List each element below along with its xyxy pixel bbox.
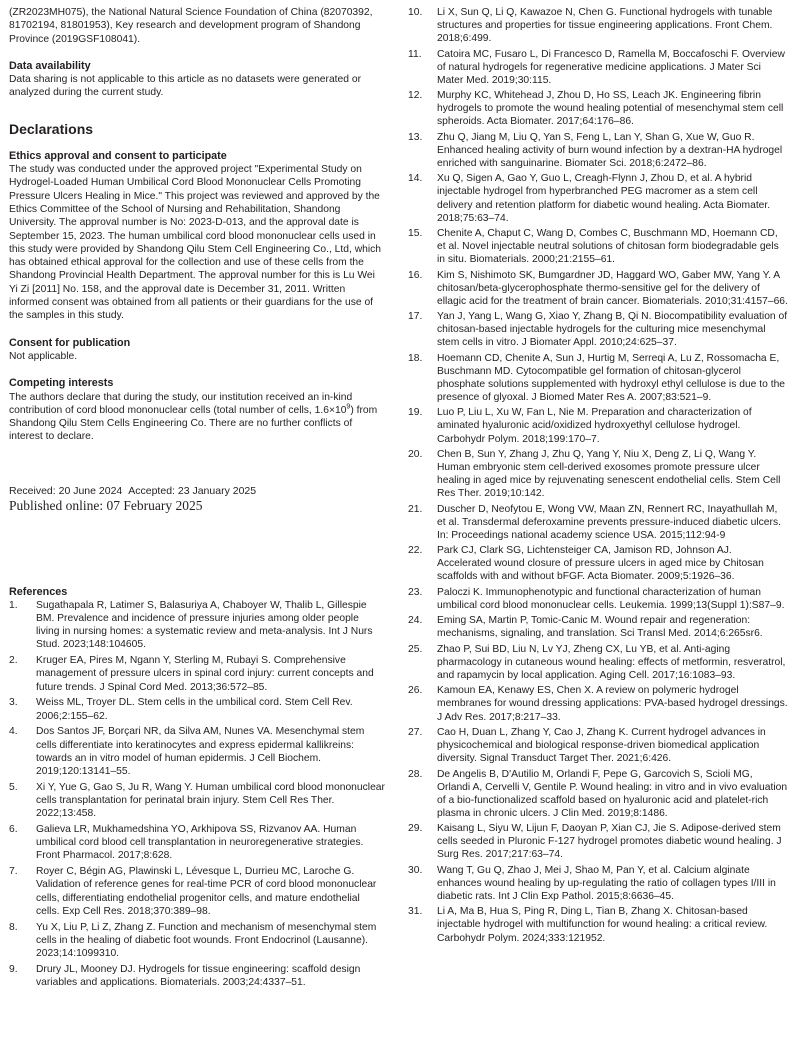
reference-item <box>408 864 788 903</box>
reference-number: 15. <box>408 227 423 239</box>
reference-item <box>408 131 788 170</box>
reference-item <box>408 6 788 45</box>
reference-text: Yan J, Yang L, Wang G, Xiao Y, Zhang B, Qi N. Biocompatibility evaluation of chitosan-based injectable hydrogels for the culturing mice mesenchymal stem cells in vitro. J Biomater Appl. 2010;24:625–37. <box>437 311 788 349</box>
reference-item <box>408 227 788 266</box>
data-availability-text: Data sharing is not applicable to this article as no datasets were generated or analyzed during the current study. <box>9 74 362 99</box>
ethics-text: The study was conducted under the approved project "Experimental Study on Hydrogel-Loaded Human Umbilical Cord Blood Mononuclear Cells Promoting Pressure Ulcers Healing in Mice." This project was reviewed and approved by the Ethics Committee of the School of Nursing and Rehabilitation, Shandong University. The approval number is No: 2023-D-013, and the approval date is September 15, 2023. The human umbilical cord blood mononuclear cells used in this study were provided by Shandong Qilu Stem Cell Engineering Co., Ltd, which has obtained ethical approval for the collection and use of these cells from the Shandong Provincial Health Department. The approval number for this is Lu Wei Yi Zi [2011] No. 158, and the approval date is December 31, 2011. Written informed consent was obtained from all patients or their guardians for the use of the samples in this study. <box>9 164 382 322</box>
reference-item <box>408 768 788 820</box>
reference-text: Chenite A, Chaput C, Wang D, Combes C, Buschmann MD, Hoemann CD, et al. Novel injectable neutral solutions of chitosan form biodegradable gels in situ. Biomaterials. 2000;21:2155–61. <box>437 227 779 266</box>
reference-text: Murphy KC, Whitehead J, Zhou D, Ho SS, Leach JK. Engineering fibrin hydrogels to promote the wound healing potential of mesenchymal stem cell spheroids. Acta Biomater. 2017;64:176–86. <box>437 90 784 128</box>
reference-item <box>9 781 385 821</box>
reference-item <box>9 921 385 961</box>
reference-item <box>408 586 788 612</box>
reference-item <box>408 448 788 500</box>
reference-number: 14. <box>408 173 423 185</box>
reference-text: De Angelis B, D'Autilio M, Orlandi F, Pepe G, Garcovich S, Scioli MG, Orlandi A, Cervelli V, Gentile P. Wound healing: in vitro and in vivo evaluation of a bio-functionalized scaffold based on hyaluronic acid and platelet-rich plasma in chronic ulcers. J Clin Med. 2019;8:1486. <box>437 768 788 819</box>
reference-text: Royer C, Bégin AG, Plawinski L, Lévesque L, Durrieu MC, Laroche G. Validation of reference genes for real-time PCR of cord blood mononuclear cells, differentiating endothelial progenitor cells, and mature endothelial cells. Exp Cell Res. 2018;370:389–98. <box>36 866 377 917</box>
reference-text: Zhu Q, Jiang M, Liu Q, Yan S, Feng L, Lan Y, Shan G, Xue W, Guo R. Enhanced healing activity of burn wound infection by a dextran-HA hydrogel enriched with sanguinarine. Biomater Sci. 2018;6:2472–86. <box>437 131 783 169</box>
reference-text: Galieva LR, Mukhamedshina YO, Arkhipova SS, Rizvanov AA. Human umbilical cord blood cell transplantation in neuroregenerative strategies. Front Pharmacol. 2017;8:628. <box>36 823 364 862</box>
reference-item <box>408 684 788 723</box>
competing-interests-heading: Competing interests <box>9 377 114 390</box>
reference-number: 31. <box>408 906 423 918</box>
consent-text: Not applicable. <box>9 350 78 362</box>
references-list-right <box>408 6 788 945</box>
accepted-date: Accepted: 23 January 2025 <box>128 484 257 497</box>
reference-number: 29. <box>408 823 423 835</box>
article-dates <box>9 485 385 498</box>
published-date: Published online: 07 February 2025 <box>9 497 203 513</box>
reference-text: Zhao P, Sui BD, Liu N, Lv YJ, Zheng CX, Lu YB, et al. Anti-aging pharmacology in cutaneous wound healing: effects of metformin, resveratrol, and rapamycin by local application. Aging Cell. 2017;16:1083–93. <box>437 643 786 681</box>
reference-number: 22. <box>408 545 423 557</box>
reference-number: 25. <box>408 643 423 655</box>
reference-number: 20. <box>408 448 423 460</box>
reference-item <box>408 310 788 349</box>
consent-heading: Consent for publication <box>9 336 131 349</box>
reference-item <box>408 544 788 583</box>
reference-item <box>408 89 788 128</box>
reference-item <box>9 654 385 694</box>
reference-text: Paloczi K. Immunophenotypic and functional characterization of human umbilical cord blood mononuclear cells. Leukemia. 1999;13(Suppl 1):S87–9. <box>437 586 785 611</box>
reference-number: 23. <box>408 586 423 598</box>
reference-text: Li A, Ma B, Hua S, Ping R, Ding L, Tian B, Zhang X. Chitosan-based injectable hydrogel with multifunction for wound healing: a critical review. Carbohydr Polym. 2024;333:121952. <box>437 906 768 944</box>
competing-text-part2: ) from Shandong Qilu Stem Cells Engineering Co. There are no further conflicts of interest to declare. <box>9 404 378 443</box>
reference-number: 19. <box>408 407 423 419</box>
reference-text: Sugathapala R, Latimer S, Balasuriya A, Chaboyer W, Thalib L, Gillespie BM. Prevalence and incidence of pressure injuries among older people living in nursing homes: a systematic review and meta-analysis. Int J Nurs Stud. 2023;148:104605. <box>36 599 373 651</box>
reference-text: Luo P, Liu L, Xu W, Fan L, Nie M. Preparation and characterization of aminated hyaluronic acid/oxidized hydroxyethyl cellulose hydrogel. Carbohydr Polym. 2018;199:170–7. <box>437 407 752 445</box>
reference-text: Kamoun EA, Kenawy ES, Chen X. A review on polymeric hydrogel membranes for wound dressing applications: PVA-based hydrogel dressings. J Adv Res. 2017;8:217–33. <box>437 685 788 723</box>
reference-number: 5. <box>9 781 18 793</box>
reference-text: Cao H, Duan L, Zhang Y, Cao J, Zhang K. Current hydrogel advances in physicochemical and biological response-driven biomedical application diversity. Signal Transduct Target Ther. 2021;6:426. <box>437 726 766 765</box>
reference-item <box>9 963 385 989</box>
reference-number: 26. <box>408 685 423 697</box>
reference-item <box>408 905 788 944</box>
reference-number: 11. <box>408 48 422 60</box>
reference-number: 10. <box>408 7 423 18</box>
reference-number: 27. <box>408 726 423 738</box>
reference-text: Park CJ, Clark SG, Lichtensteiger CA, Jamison RD, Johnson AJ. Accelerated wound closure of pressure ulcers in aged mice by Chitosan scaffolds with and without bFGF. Acta Biomater. 2009;5:1926–36. <box>437 545 764 583</box>
reference-number: 16. <box>408 269 423 281</box>
reference-item <box>408 503 788 542</box>
reference-item <box>408 614 788 640</box>
reference-number: 4. <box>9 726 18 738</box>
reference-number: 8. <box>9 921 18 933</box>
reference-item <box>408 726 788 765</box>
reference-text: Chen B, Sun Y, Zhang J, Zhu Q, Yang Y, Niu X, Deng Z, Li Q, Wang Y. Human embryonic stem cell-derived exosomes promote pressure ulcer healing in aged mice by rejuvenating senescent endothelial cells. Stem Cell Res Ther. 2019;10:142. <box>437 448 781 500</box>
reference-number: 2. <box>9 655 18 667</box>
reference-number: 13. <box>408 131 423 143</box>
reference-text: Duscher D, Neofytou E, Wong VW, Maan ZN, Rennert RC, Inayathullah M, et al. Transdermal deferoxamine prevents pressure-induced diabetic ulcers. In: Proceedings national academy science USA. 2015;112:94-9 <box>437 503 781 541</box>
reference-number: 6. <box>9 823 18 835</box>
ethics-heading: Ethics approval and consent to participate <box>9 149 227 162</box>
reference-text: Kaisang L, Siyu W, Lijun F, Daoyan P, Xian CJ, Jie S. Adipose-derived stem cells seeded in Pluronic F-127 hydrogel promotes diabetic wound healing. J Surg Res. 2017;217:63–74. <box>437 823 782 861</box>
reference-item <box>408 269 788 308</box>
reference-item <box>408 172 788 224</box>
cell-count-exponent: 9 <box>346 403 351 411</box>
reference-item <box>408 643 788 682</box>
left-column <box>9 6 385 992</box>
reference-text: Xu Q, Sigen A, Gao Y, Guo L, Creagh-Flynn J, Zhou D, et al. A hybrid injectable hydrogel from hyperbranched PEG macromer as a stem cell delivery and retention platform for diabetic wound healing. Acta Biomater. 2018;75:63–74. <box>437 173 771 224</box>
reference-number: 28. <box>408 768 423 780</box>
reference-text: Kruger EA, Pires M, Ngann Y, Sterling M, Rubayi S. Comprehensive management of pressure ulcers in spinal cord injury: current concepts and future trends. J Spinal Cord Med. 2013;36:572–85. <box>36 655 374 693</box>
reference-number: 1. <box>9 599 18 611</box>
reference-text: Drury JL, Mooney DJ. Hydrogels for tissue engineering: scaffold design variables and applications. Biomaterials. 2003;24:4337–51. <box>36 963 361 988</box>
received-date: Received: 20 June 2024 <box>9 484 123 497</box>
reference-text: Xi Y, Yue G, Gao S, Ju R, Wang Y. Human umbilical cord blood mononuclear cells transplantation for perinatal brain injury. Stem Cell Res Ther. 2022;13:458. <box>36 781 385 820</box>
competing-text-part1: The authors declare that during the study, our institution received an in-kind contribution of cord blood mononuclear cells (total number of cells, 1.6×10 <box>9 391 353 416</box>
reference-number: 9. <box>9 963 18 975</box>
reference-number: 21. <box>408 503 423 515</box>
reference-item <box>9 823 385 863</box>
reference-number: 7. <box>9 866 18 878</box>
reference-text: Dos Santos JF, Borçari NR, da Silva AM, Nunes VA. Mesenchymal stem cells differentiate into keratinocytes and express epidermal kallikreins: towards an in vitro model of human epidermis. J Cell Biochem. 2019;120:13141–55. <box>36 726 365 777</box>
reference-item <box>408 352 788 404</box>
reference-item <box>408 822 788 861</box>
reference-item <box>9 865 385 918</box>
references-list-left <box>9 599 385 989</box>
reference-item <box>9 725 385 778</box>
reference-text: Yu X, Liu P, Li Z, Zhang Z. Function and mechanism of mesenchymal stem cells in the healing of diabetic foot wounds. Front Endocrinol (Lausanne). 2023;14:1099310. <box>36 921 377 959</box>
reference-text: Wang T, Gu Q, Zhao J, Mei J, Shao M, Pan Y, et al. Calcium alginate enhances wound healing by up-regulating the ratio of collagen types I/III in diabetic rats. Int J Clin Exp Pathol. 2015;8:6636–45. <box>437 864 776 902</box>
reference-text: Eming SA, Martin P, Tomic-Canic M. Wound repair and regeneration: mechanisms, signaling, and translation. Sci Transl Med. 2014;6:265sr6. <box>437 615 763 640</box>
reference-item <box>9 696 385 722</box>
reference-item <box>408 48 788 87</box>
data-availability-heading: Data availability <box>9 59 91 72</box>
references-heading: References <box>9 585 68 598</box>
funding-text: (ZR2023MH075), the National Natural Science Foundation of China (82070392, 81702194, 81801953), Key research and development program of Shandong Province (2019GSF108041). <box>9 7 373 45</box>
right-column <box>408 6 788 947</box>
reference-number: 24. <box>408 615 423 627</box>
reference-text: Kim S, Nishimoto SK, Bumgardner JD, Haggard WO, Gaber MW, Yang Y. A chitosan/beta-glycerophosphate thermo-sensitive gel for the delivery of ellagic acid for the treatment of brain cancer. Biomaterials. 2010;31:4157–66. <box>437 269 788 307</box>
reference-item <box>9 599 385 652</box>
reference-text: Catoira MC, Fusaro L, Di Francesco D, Ramella M, Boccafoschi F. Overview of natural hydrogels for regenerative medicine applications. J Mater Sci Mater Med. 2019;30:115. <box>437 48 785 86</box>
reference-number: 30. <box>408 864 423 876</box>
reference-number: 18. <box>408 352 423 364</box>
reference-text: Li X, Sun Q, Li Q, Kawazoe N, Chen G. Functional hydrogels with tunable structures and properties for tissue engineering applications. Front Chem. 2018;6:499. <box>437 7 773 45</box>
reference-text: Hoemann CD, Chenite A, Sun J, Hurtig M, Serreqi A, Lu Z, Rossomacha E, Buschmann MD. Cytocompatible gel formation of chitosan-glycerol phosphate solutions supplemented with hydroxyl ethyl cellulose is due to the presence of glyoxal. J Biomed Mater Res A. 2007;83:521–9. <box>437 352 786 403</box>
competing-interests-text <box>9 391 385 444</box>
declarations-heading: Declarations <box>9 120 94 137</box>
reference-number: 3. <box>9 697 18 709</box>
reference-number: 17. <box>408 311 423 323</box>
reference-text: Weiss ML, Troyer DL. Stem cells in the umbilical cord. Stem Cell Rev. 2006;2:155–62. <box>36 697 353 722</box>
reference-number: 12. <box>408 90 423 102</box>
reference-item <box>408 406 788 445</box>
